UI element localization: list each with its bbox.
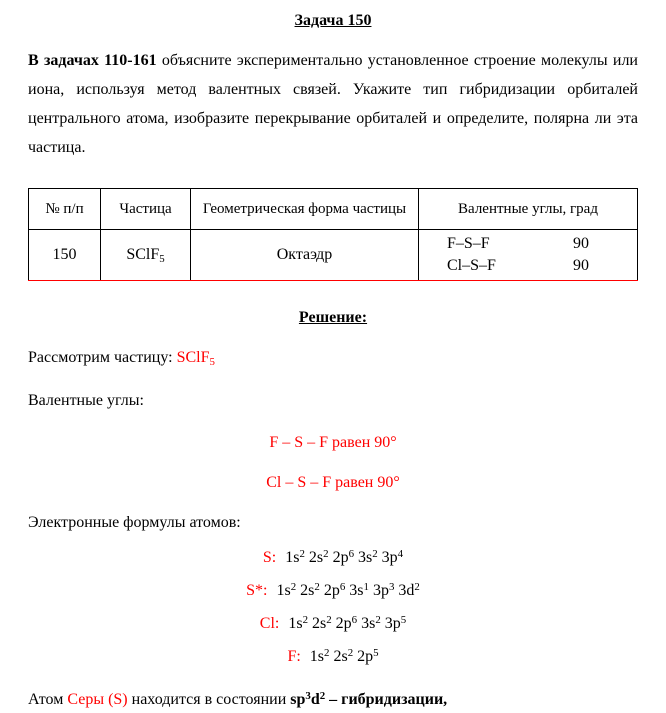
angle-label: Cl–S–F	[447, 257, 496, 274]
cell-angles	[419, 230, 638, 281]
formula-line-s	[28, 542, 638, 575]
cell-problem-number: 150	[29, 230, 101, 281]
col-header-shape: Геометрическая форма частицы	[191, 189, 419, 230]
col-header-particle: Частица	[101, 189, 191, 230]
cell-particle	[101, 230, 191, 281]
angle-value: 90	[573, 257, 589, 274]
angle-row-clsf	[419, 255, 637, 277]
col-header-num: № п/п	[29, 189, 101, 230]
formula-line-s-excited	[28, 575, 638, 608]
particle-formula: SClF$_5$	[126, 246, 165, 266]
angle-sentence-fsf: F – S – F равен 90°	[269, 434, 397, 451]
formula-body: $1s^2$ $2s^2$ $2p^6$ $3s^1$ $3p^3$ $3d^2$	[276, 581, 420, 599]
formula-atom-label: F:	[287, 648, 301, 665]
angle-label: F–S–F	[447, 235, 490, 252]
angle-value: 90	[573, 235, 589, 252]
formula-body: $1s^2$ $2s^2$ $2p^6$ $3s^2$ $3p^5$	[288, 614, 407, 632]
table-row	[29, 230, 638, 281]
formula-body: $1s^2$ $2s^2$ $2p^6$ $3s^2$ $3p^4$	[285, 548, 404, 566]
angles-label: Валентные углы:	[28, 392, 144, 409]
page-title: Задача 150	[294, 12, 372, 29]
formula-atom-label: S*:	[246, 582, 268, 599]
hybridization-sentence: Атом Серы (S) находится в состоянии $sp^3d^2$ – гибридизации,	[28, 690, 448, 708]
angle-row-fsf	[419, 233, 637, 255]
consider-label: Рассмотрим частицу:	[28, 349, 177, 366]
consider-line	[28, 347, 638, 370]
formula-atom-label: S:	[262, 549, 277, 566]
intro-paragraph	[28, 46, 638, 162]
consider-particle: SClF$_5$	[176, 349, 215, 369]
problems-table	[28, 188, 638, 281]
solution-heading: Решение:	[298, 309, 368, 326]
col-header-angles: Валентные углы, град	[419, 189, 638, 230]
table-header-row	[29, 189, 638, 230]
angle-sentence-clsf: Cl – S – F равен 90°	[266, 474, 400, 491]
electron-formulas	[28, 542, 638, 674]
intro-lead-bold: В задачах 110-161	[28, 52, 157, 69]
formula-line-f	[28, 641, 638, 674]
cell-shape: Октаэдр	[191, 230, 419, 281]
formula-line-cl	[28, 608, 638, 641]
formula-body: $1s^2$ $2s^2$ $2p^5$	[309, 647, 379, 665]
formula-atom-label: Cl:	[259, 615, 280, 632]
formulas-label: Электронные формулы атомов:	[28, 514, 241, 531]
intro-rest: объясните экспериментально установленное строение молекулы или иона, используя метод валентных связей. Укажите тип гибридизации орбиталей центрального атома, изобразите перекрывание орбиталей и определите, полярна ли эта частица.	[28, 52, 638, 156]
